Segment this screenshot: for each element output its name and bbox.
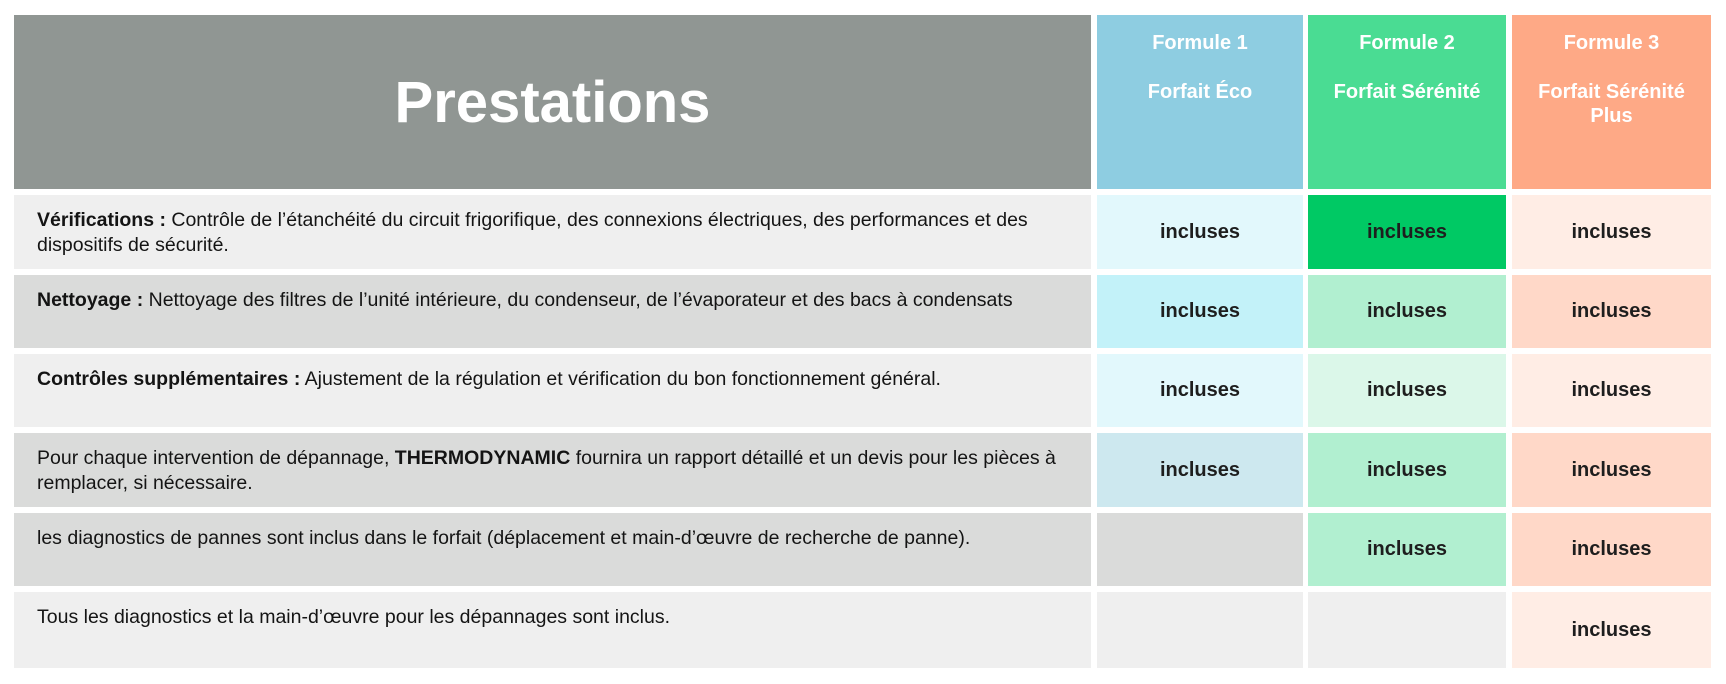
formula-3-label: Formule 3 xyxy=(1563,32,1660,54)
formula-2-value: incluses xyxy=(1308,354,1506,427)
formula-2-value: incluses xyxy=(1308,195,1506,269)
table-row-description xyxy=(14,513,1091,586)
formula-3-value: incluses xyxy=(1512,195,1711,269)
table-row-description xyxy=(14,433,1091,507)
formula-3-header xyxy=(1512,15,1711,189)
formula-1-value xyxy=(1097,592,1303,668)
formula-3-value: incluses xyxy=(1512,433,1711,507)
formula-1-value: incluses xyxy=(1097,195,1303,269)
formula-1-value: incluses xyxy=(1097,275,1303,348)
row-text-prefix: Pour chaque intervention de dépannage, xyxy=(37,447,395,469)
formula-2-header xyxy=(1308,15,1506,189)
formula-2-value: incluses xyxy=(1308,275,1506,348)
formula-1-name: Forfait Éco xyxy=(1147,81,1253,103)
formula-3-value: incluses xyxy=(1512,513,1711,586)
formula-3-value: incluses xyxy=(1512,592,1711,668)
row-text: les diagnostics de pannes sont inclus dans le forfait (déplacement et main-d’œuvre de recherche de panne). xyxy=(37,527,971,549)
formula-3-name: Forfait Sérénité Plus xyxy=(1538,81,1685,127)
formula-2-value xyxy=(1308,592,1506,668)
row-text: Contrôle de l’étanchéité du circuit frigorifique, des connexions électriques, des performances et des dispositifs de sécurité. xyxy=(37,209,1028,256)
table-row-description xyxy=(14,195,1091,269)
formula-3-value: incluses xyxy=(1512,354,1711,427)
row-text: Nettoyage des filtres de l’unité intérieure, du condenseur, de l’évaporateur et des bacs à condensats xyxy=(143,289,1013,311)
row-text: fournira un rapport détaillé et un devis pour les pièces à remplacer, si nécessaire. xyxy=(37,447,1056,494)
page-title: Prestations xyxy=(394,69,711,135)
table-header-title-cell xyxy=(14,15,1091,189)
row-heading: THERMODYNAMIC xyxy=(394,447,571,469)
formula-1-value: incluses xyxy=(1097,354,1303,427)
row-text: Tous les diagnostics et la main-d’œuvre pour les dépannages sont inclus. xyxy=(37,606,671,628)
formula-2-value: incluses xyxy=(1308,433,1506,507)
table-row-description xyxy=(14,592,1091,668)
formula-1-value xyxy=(1097,513,1303,586)
formula-1-label: Formule 1 xyxy=(1152,32,1248,54)
row-heading: Nettoyage : xyxy=(37,289,144,311)
row-heading: Contrôles supplémentaires : xyxy=(37,368,301,390)
formula-2-value: incluses xyxy=(1308,513,1506,586)
formula-2-label: Formule 2 xyxy=(1359,32,1455,54)
formula-1-value: incluses xyxy=(1097,433,1303,507)
row-text: Ajustement de la régulation et vérification du bon fonctionnement général. xyxy=(300,368,941,390)
row-heading: Vérifications : xyxy=(37,209,166,231)
formula-1-header xyxy=(1097,15,1303,189)
table-row-description xyxy=(14,354,1091,427)
formula-2-name: Forfait Sérénité xyxy=(1333,81,1481,103)
formula-3-value: incluses xyxy=(1512,275,1711,348)
table-row-description xyxy=(14,275,1091,348)
